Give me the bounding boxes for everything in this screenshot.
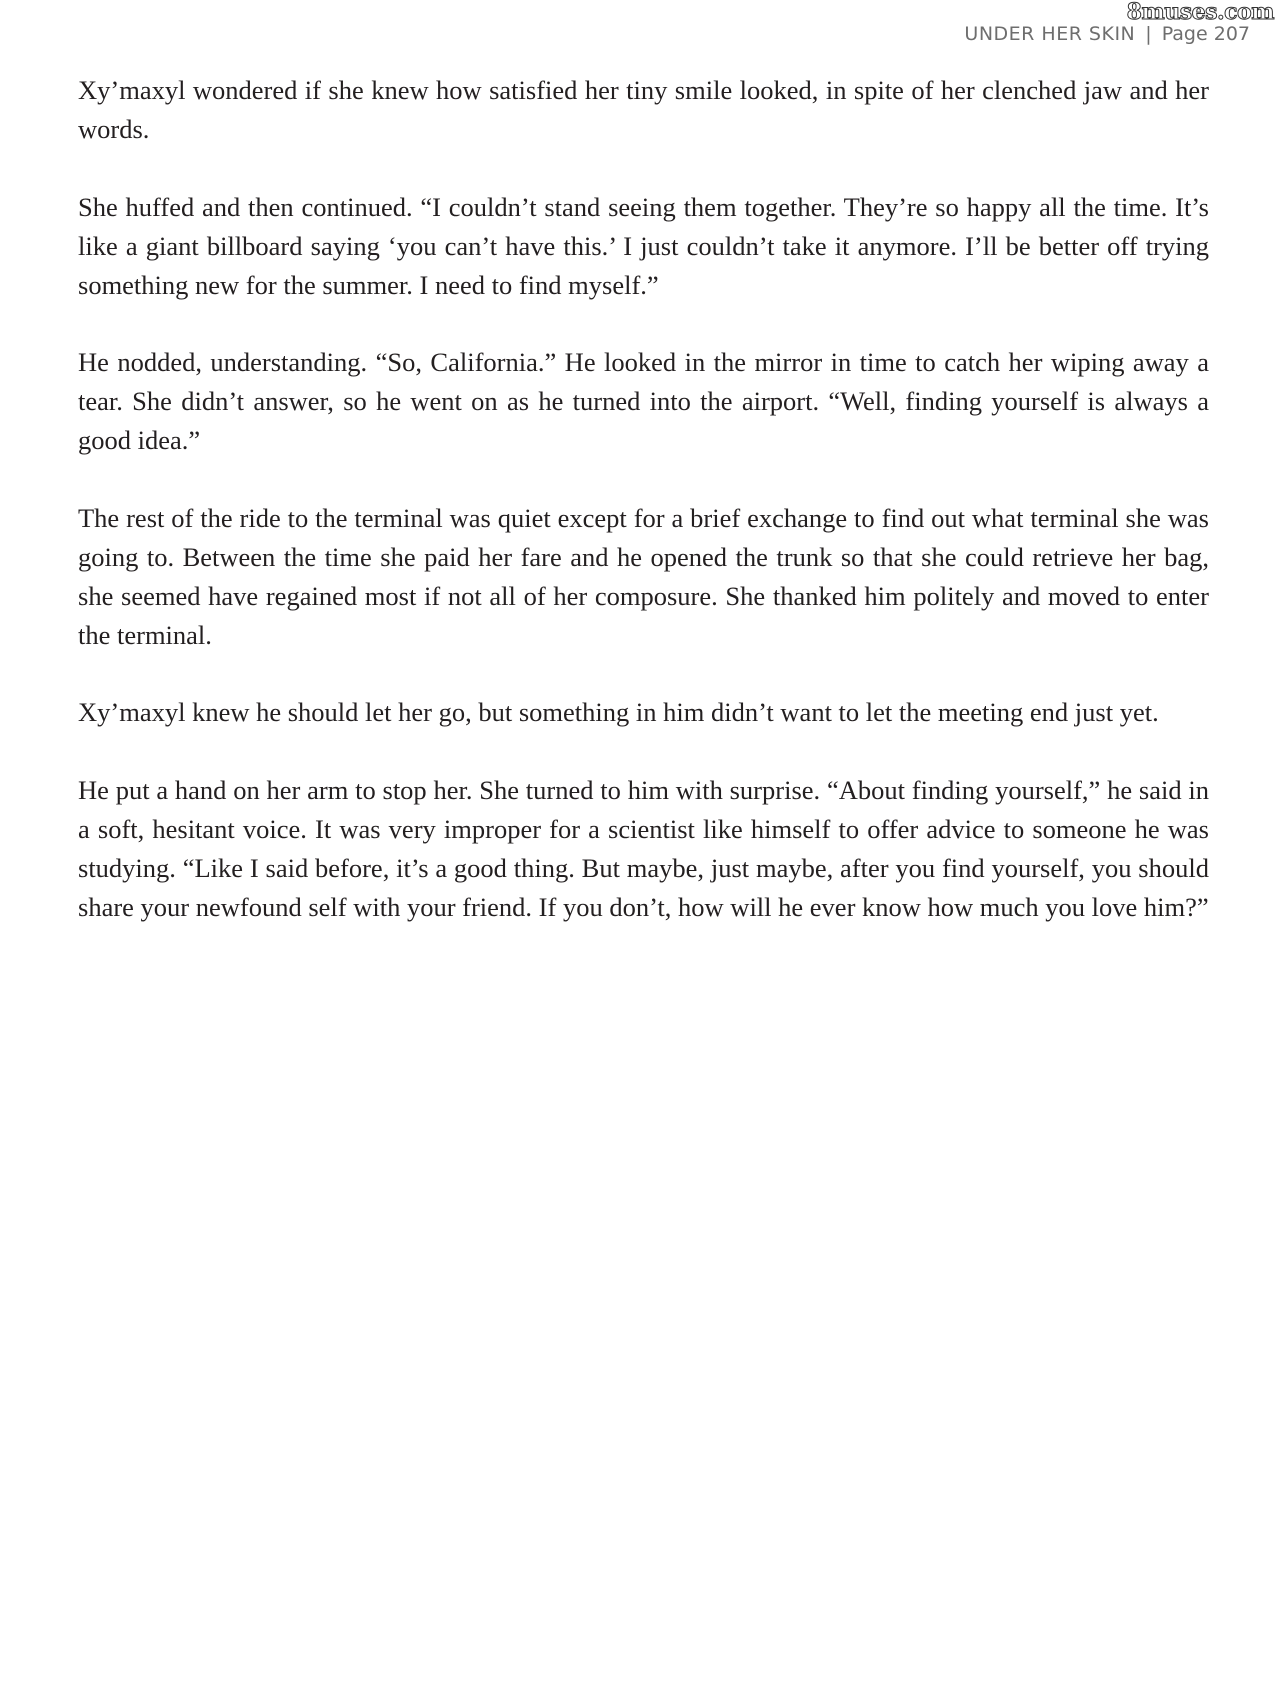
paragraph: He nodded, understanding. “So, California.” He looked in the mirror in time to catch her wiping away a tear. She didn’t answer, so he went on as he turned into the airport. “Well, finding yourself is always a good idea.”	[78, 347, 1209, 455]
watermark-logo: 8muses.com	[1126, 0, 1274, 25]
header-separator: |	[1145, 23, 1152, 45]
paragraph: The rest of the ride to the terminal was quiet except for a brief exchange to find out what terminal she was going to. Between the time she paid her fare and he opened the trunk so that she could retrieve her bag, she seemed have regained most if not all of her composure. She thanked him politely and moved to enter the terminal.	[78, 502, 1209, 650]
paragraph: He put a hand on her arm to stop her. She turned to him with surprise. “About finding yourself,” he said in a soft, hesitant voice. It was very improper for a scientist like himself to offer advice to someone he was studying. “Like I said before, it’s a good thing. But maybe, just maybe, after you find yourself, you should share your newfound self with your friend. If you don’t, how will he ever know how much you love him?”	[78, 774, 1209, 922]
page-number: Page 207	[1161, 23, 1250, 45]
paragraph: Xy’maxyl knew he should let her go, but something in him didn’t want to let the meeting end just yet.	[78, 697, 1159, 727]
book-title: UNDER HER SKIN	[964, 23, 1136, 45]
paragraph: She huffed and then continued. “I couldn’t stand seeing them together. They’re so happy all the time. It’s like a giant billboard saying ‘you can’t have this.’ I just couldn’t take it anymore. I’ll be better off trying something new for the summer. I need to find myself.”	[78, 191, 1209, 300]
paragraph: Xy’maxyl wondered if she knew how satisfied her tiny smile looked, in spite of her clenched jaw and her words.	[78, 75, 1209, 144]
page-body	[78, 71, 1209, 965]
running-header	[964, 22, 1250, 46]
